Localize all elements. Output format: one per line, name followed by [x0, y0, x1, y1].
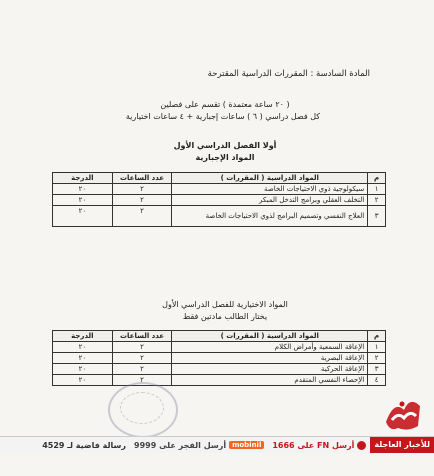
- intro-line-1: ( ٢٠ ساعة معتمدة ) تقسم على فصلين: [160, 100, 290, 109]
- col-hours: عدد الساعات: [112, 331, 172, 342]
- row-grade: ٢٠: [53, 206, 113, 227]
- mandatory-courses-table: [52, 172, 386, 227]
- mobinil-badge: mobinil: [229, 441, 264, 449]
- news-ticker: [0, 436, 434, 454]
- official-stamp-inner: [120, 392, 164, 424]
- row-hours: ٢: [112, 364, 172, 375]
- row-subject: الإحصاء النفسي المتقدم: [172, 375, 368, 386]
- col-grade: الدرجة: [53, 173, 113, 184]
- vodafone-icon: [357, 441, 366, 450]
- section1-subheading: المواد الإجبارية: [195, 153, 255, 162]
- row-hours: ٢: [112, 206, 172, 227]
- table-row: [53, 342, 386, 353]
- section2-heading: المواد الاختيارية للفصل الدراسي الأول: [162, 300, 288, 309]
- row-number: ١: [368, 342, 386, 353]
- row-number: ١: [368, 184, 386, 195]
- row-number: ٢: [368, 353, 386, 364]
- section1-heading: أولا الفصل الدراسي الأول: [173, 141, 277, 150]
- table-row: [53, 206, 386, 227]
- row-number: ٣: [368, 364, 386, 375]
- table-row: [53, 353, 386, 364]
- row-grade: ٢٠: [53, 195, 113, 206]
- row-grade: ٢٠: [53, 342, 113, 353]
- row-subject: سيكولوجية ذوي الاحتياجات الخاصة: [172, 184, 368, 195]
- row-grade: ٢٠: [53, 353, 113, 364]
- table-row: [53, 195, 386, 206]
- row-grade: ٢٠: [53, 184, 113, 195]
- ticker-title: للأخبار العاجلة: [370, 437, 434, 453]
- bottom-margin: [0, 453, 434, 476]
- elective-courses-table: [52, 330, 386, 386]
- table-row: [53, 375, 386, 386]
- row-number: ٢: [368, 195, 386, 206]
- col-hours: عدد الساعات: [112, 173, 172, 184]
- row-subject: التخلف العقلي وبرامج التدخل المبكر: [172, 195, 368, 206]
- ticker-item-vodafone: أرسل FN على 1666: [268, 441, 370, 450]
- document-title: المادة السادسة : المقررات الدراسية المقترحة: [207, 69, 370, 79]
- row-hours: ٢: [112, 353, 172, 364]
- table-header-row: [53, 173, 386, 184]
- row-number: ٤: [368, 375, 386, 386]
- col-number: م: [368, 173, 386, 184]
- row-hours: ٢: [112, 184, 172, 195]
- row-number: ٣: [368, 206, 386, 227]
- col-subject: المواد الدراسية ( المقررات ): [172, 173, 368, 184]
- row-hours: ٢: [112, 195, 172, 206]
- section2-subheading: يختار الطالب مادتين فقط: [182, 312, 268, 321]
- row-subject: العلاج النفسي وتصميم البرامج لذوي الاحتياجات الخاصة: [172, 206, 368, 227]
- row-hours: ٢: [112, 375, 172, 386]
- table-row: [53, 364, 386, 375]
- row-grade: ٢٠: [53, 375, 113, 386]
- row-grade: ٢٠: [53, 364, 113, 375]
- row-subject: الإعاقة الحركية: [172, 364, 368, 375]
- ticker-item-etisalat: رسالة فاضية لـ 4529: [42, 440, 127, 450]
- table-row: [53, 184, 386, 195]
- intro-line-2: كل فصل دراسي ( ٦ ) ساعات إجبارية + ٤ ساعات اختيارية: [125, 112, 321, 121]
- elfagr-logo: [380, 392, 426, 438]
- row-subject: الإعاقة البصرية: [172, 353, 368, 364]
- ticker-item-mobinil: mobinil أرسل الفجر على 9999: [130, 441, 268, 450]
- row-hours: ٢: [112, 342, 172, 353]
- col-number: م: [368, 331, 386, 342]
- col-subject: المواد الدراسية ( المقررات ): [172, 331, 368, 342]
- table-header-row: [53, 331, 386, 342]
- row-subject: الإعاقة السمعية وأمراض الكلام: [172, 342, 368, 353]
- col-grade: الدرجة: [53, 331, 113, 342]
